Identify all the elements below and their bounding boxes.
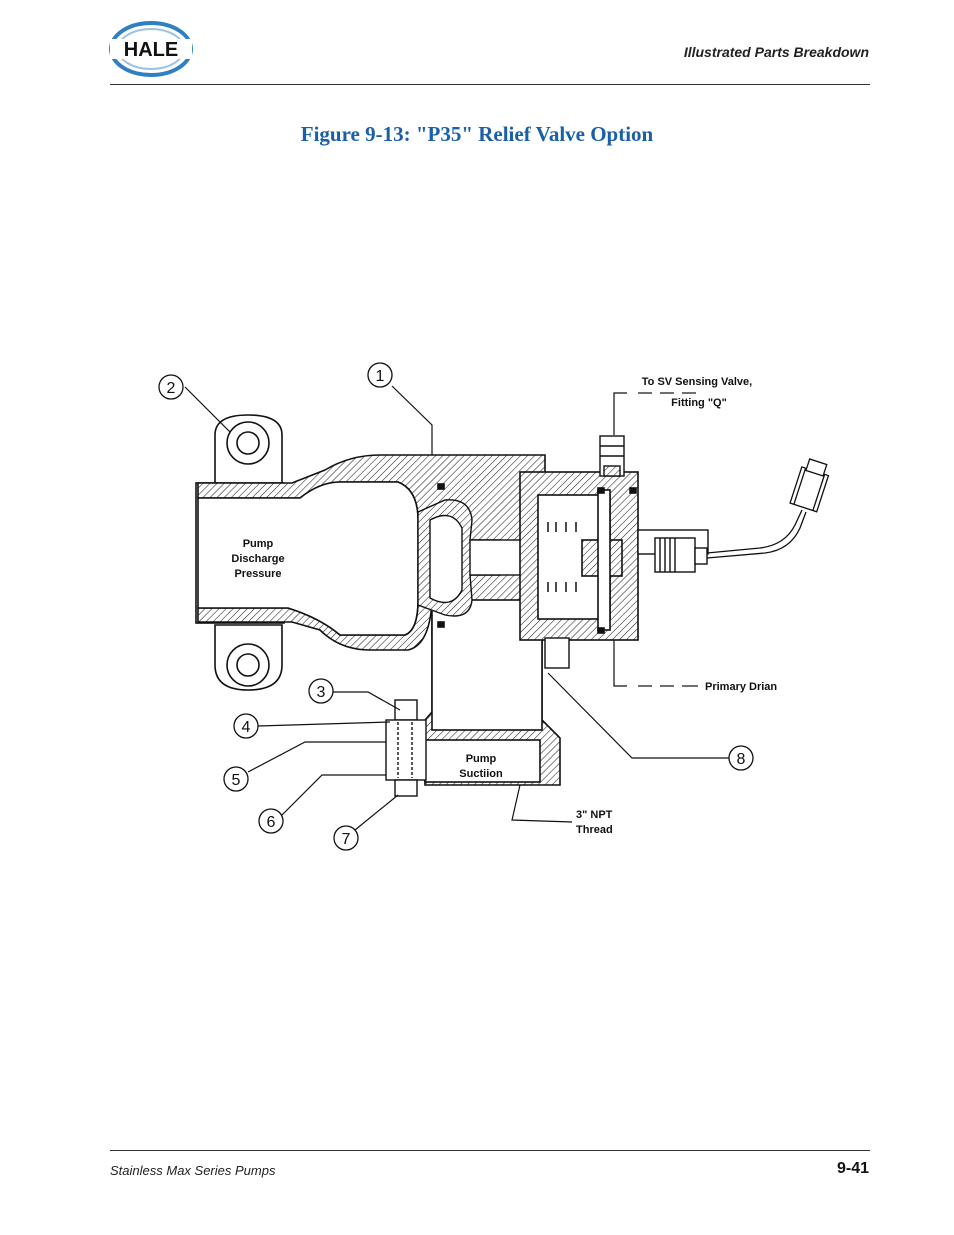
callout-6: [259, 809, 283, 833]
bottom-bolt: [386, 700, 426, 796]
svg-text:1: 1: [375, 368, 385, 385]
svg-text:7: 7: [341, 831, 351, 848]
sv-label-line1: To SV Sensing Valve,: [641, 376, 753, 388]
svg-text:8: 8: [736, 751, 746, 768]
npt-label-line2: Thread: [576, 824, 613, 836]
callout-8: [729, 746, 753, 770]
wire-connector: [707, 457, 832, 558]
page-number: 9-41: [836, 1160, 869, 1177]
suction-label-line1: Pump: [465, 753, 497, 765]
svg-text:5: 5: [231, 772, 241, 789]
callout-2: [159, 375, 183, 399]
callout-7: [334, 826, 358, 850]
solenoid-fitting: [638, 530, 708, 572]
section-title: Illustrated Parts Breakdown: [683, 44, 869, 60]
sv-label-line2: Fitting "Q": [671, 397, 727, 409]
svg-text:2: 2: [166, 380, 176, 397]
svg-text:6: 6: [266, 814, 276, 831]
drain-line: [614, 640, 698, 686]
drain-label: Primary Drian: [705, 681, 778, 693]
side-bolt: [545, 638, 569, 668]
discharge-label-line3: Pressure: [234, 568, 282, 580]
discharge-label-line2: Discharge: [231, 553, 285, 565]
figure-title: Figure 9-13: "P35" Relief Valve Option: [300, 122, 654, 146]
manual-title: Stainless Max Series Pumps: [110, 1163, 276, 1178]
svg-text:3: 3: [316, 684, 326, 701]
callout-4: [234, 714, 258, 738]
svg-text:4: 4: [241, 719, 251, 736]
logo-text: HALE: [123, 39, 179, 61]
callout-3: [309, 679, 333, 703]
discharge-label-line1: Pump: [242, 538, 274, 550]
callout-1: [368, 363, 392, 387]
npt-label-line1: 3" NPT: [576, 809, 613, 821]
callout-5: [224, 767, 248, 791]
suction-label-line2: Suctiion: [459, 768, 503, 780]
footer-rule: [110, 1150, 870, 1151]
top-fitting: [600, 436, 624, 476]
